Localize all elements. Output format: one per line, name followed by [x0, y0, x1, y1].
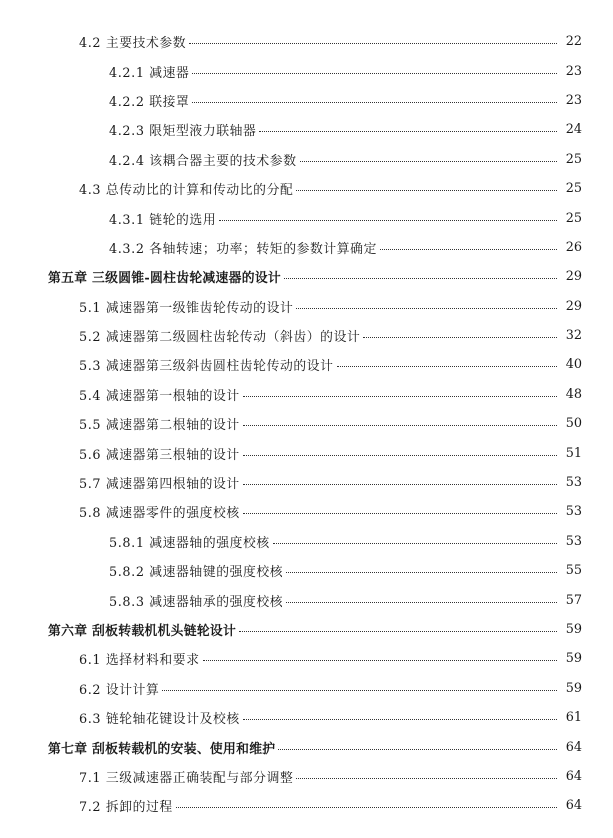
dot-leader	[243, 719, 557, 720]
toc-page-number: 40	[565, 357, 582, 373]
toc-chapter-entry[interactable]	[0, 262, 613, 291]
dot-leader	[219, 220, 557, 221]
toc-entry[interactable]	[0, 27, 613, 56]
toc-entry-title: 5.4 减速器第一根轴的设计	[79, 388, 240, 404]
dot-leader	[337, 366, 557, 367]
dot-leader	[203, 660, 557, 661]
dot-leader	[286, 602, 557, 603]
toc-entry[interactable]	[0, 115, 613, 144]
toc-entry-title: 5.5 减速器第二根轴的设计	[79, 418, 240, 434]
toc-entry[interactable]	[0, 438, 613, 467]
toc-entry-title: 5.1 减速器第一级锥齿轮传动的设计	[79, 300, 294, 316]
toc-page-number: 51	[565, 445, 582, 461]
toc-entry-title: 4.2.1 减速器	[109, 65, 190, 81]
toc-entry[interactable]	[0, 380, 613, 409]
toc-page-number: 24	[565, 122, 582, 138]
toc-entry-title: 5.8.2 减速器轴键的强度校核	[109, 565, 284, 581]
dot-leader	[278, 749, 557, 750]
dot-leader	[380, 249, 557, 250]
dot-leader	[192, 102, 557, 103]
dot-leader	[243, 513, 557, 514]
toc-page-number: 53	[565, 504, 582, 520]
toc-page-number: 61	[565, 710, 582, 726]
toc-entry[interactable]	[0, 497, 613, 526]
toc-page-number: 50	[565, 416, 582, 432]
toc-entry-title: 4.2.3 限矩型液力联轴器	[109, 124, 257, 140]
dot-leader	[192, 73, 557, 74]
dot-leader	[296, 308, 557, 309]
dot-leader	[300, 161, 557, 162]
toc-page-number: 53	[565, 475, 582, 491]
toc-page-number: 29	[565, 269, 582, 285]
toc-chapter-title: 第七章 刮板转载机的安装、使用和维护	[48, 741, 276, 757]
toc-page-number: 26	[565, 239, 582, 255]
toc-entry-title: 4.3 总传动比的计算和传动比的分配	[79, 183, 294, 199]
toc-entry[interactable]	[0, 203, 613, 232]
toc-entry-title: 5.6 减速器第三根轴的设计	[79, 447, 240, 463]
dot-leader	[243, 455, 557, 456]
toc-entry[interactable]	[0, 791, 613, 820]
toc-page-number: 23	[565, 92, 582, 108]
toc-entry[interactable]	[0, 703, 613, 732]
toc-entry[interactable]	[0, 86, 613, 115]
dot-leader	[273, 543, 557, 544]
toc-entry-title: 7.2 拆卸的过程	[79, 800, 173, 816]
toc-page-number: 25	[565, 151, 582, 167]
toc-entry-title: 4.2 主要技术参数	[79, 36, 187, 52]
dot-leader	[296, 190, 557, 191]
toc-entry[interactable]	[0, 56, 613, 85]
toc-entry[interactable]	[0, 468, 613, 497]
toc-chapter-entry[interactable]	[0, 615, 613, 644]
toc-entry[interactable]	[0, 762, 613, 791]
dot-leader	[284, 278, 557, 279]
toc-page-number: 53	[565, 533, 582, 549]
dot-leader	[189, 43, 557, 44]
toc-entry[interactable]	[0, 409, 613, 438]
toc-entry[interactable]	[0, 585, 613, 614]
table-of-contents	[0, 27, 613, 821]
dot-leader	[286, 572, 557, 573]
toc-entry[interactable]	[0, 644, 613, 673]
toc-page-number: 55	[565, 563, 582, 579]
toc-page-number: 59	[565, 680, 582, 696]
dot-leader	[176, 807, 557, 808]
toc-entry[interactable]	[0, 174, 613, 203]
toc-entry[interactable]	[0, 527, 613, 556]
toc-entry-title: 5.8.1 减速器轴的强度校核	[109, 535, 270, 551]
toc-entry-title: 5.3 减速器第三级斜齿圆柱齿轮传动的设计	[79, 359, 334, 375]
toc-entry[interactable]	[0, 350, 613, 379]
toc-entry-title: 4.3.2 各轴转速；功率；转矩的参数计算确定	[109, 241, 377, 257]
toc-entry-title: 5.7 减速器第四根轴的设计	[79, 477, 240, 493]
toc-chapter-title: 第六章 刮板转载机机头链轮设计	[48, 624, 237, 639]
dot-leader	[259, 131, 557, 132]
toc-page-number: 23	[565, 63, 582, 79]
toc-entry-title: 5.2 减速器第二级圆柱齿轮传动（斜齿）的设计	[79, 330, 361, 346]
dot-leader	[162, 690, 557, 691]
toc-entry-title: 5.8.3 减速器轴承的强度校核	[109, 594, 284, 610]
toc-entry-title: 4.2.2 联接罩	[109, 94, 190, 110]
dot-leader	[296, 778, 557, 779]
dot-leader	[243, 484, 557, 485]
toc-entry-title: 6.1 选择材料和要求	[79, 653, 200, 669]
toc-entry-title: 7.1 三级减速器正确装配与部分调整	[79, 770, 294, 786]
toc-entry-title: 6.3 链轮轴花键设计及校核	[79, 712, 240, 728]
dot-leader	[239, 631, 557, 632]
toc-page-number: 64	[565, 768, 582, 784]
toc-entry[interactable]	[0, 674, 613, 703]
dot-leader	[243, 425, 557, 426]
toc-entry-title: 6.2 设计计算	[79, 682, 160, 698]
toc-page-number: 64	[565, 739, 582, 755]
toc-chapter-title: 第五章 三级圆锥-圆柱齿轮减速器的设计	[48, 271, 282, 287]
toc-page-number: 25	[565, 181, 582, 197]
toc-page-number: 32	[565, 328, 582, 344]
toc-entry-title: 4.3.1 链轮的选用	[109, 212, 217, 228]
toc-page-number: 29	[565, 298, 582, 314]
toc-entry-title: 4.2.4 该耦合器主要的技术参数	[109, 153, 297, 169]
toc-page-number: 59	[565, 651, 582, 667]
toc-entry[interactable]	[0, 233, 613, 262]
toc-page-number: 59	[565, 622, 582, 637]
toc-page-number: 48	[565, 386, 582, 402]
toc-entry[interactable]	[0, 292, 613, 321]
toc-page-number: 22	[565, 34, 582, 50]
toc-page-number: 25	[565, 210, 582, 226]
dot-leader	[363, 337, 557, 338]
toc-entry[interactable]	[0, 145, 613, 174]
toc-entry[interactable]	[0, 556, 613, 585]
toc-entry-title: 5.8 减速器零件的强度校核	[79, 506, 240, 522]
toc-chapter-entry[interactable]	[0, 732, 613, 761]
toc-page-number: 57	[565, 592, 582, 608]
toc-page-number: 64	[565, 798, 582, 814]
toc-entry[interactable]	[0, 321, 613, 350]
dot-leader	[243, 396, 557, 397]
